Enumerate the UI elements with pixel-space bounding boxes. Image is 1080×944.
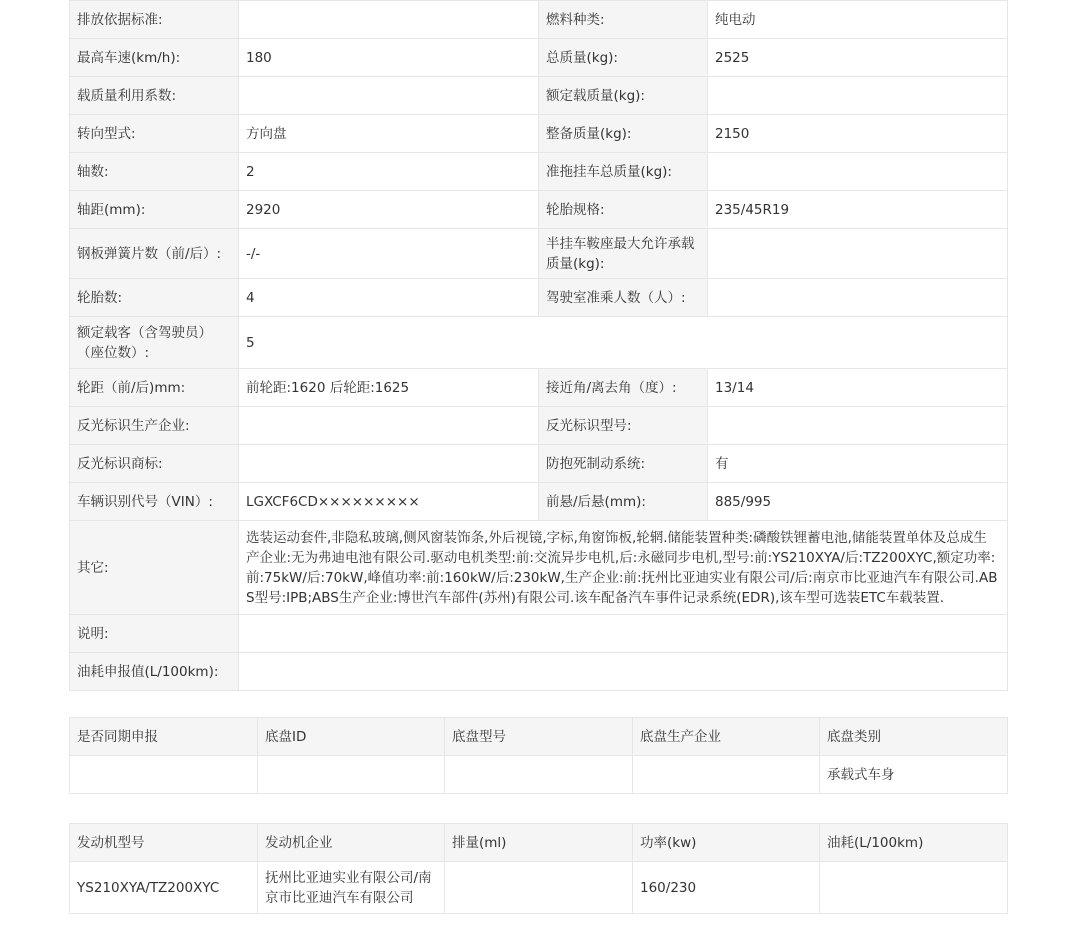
param-label: 车辆识别代号（VIN）:: [70, 483, 239, 521]
param-value: LGXCF6CD×××××××××: [239, 483, 539, 521]
param-label: 说明:: [70, 615, 239, 653]
param-label: 接近角/离去角（度）:: [539, 369, 708, 407]
param-value: 2: [239, 153, 539, 191]
param-value: [239, 615, 1008, 653]
param-label: 整备质量(kg):: [539, 115, 708, 153]
param-label: 轮距（前/后)mm:: [70, 369, 239, 407]
table-row: [70, 279, 1008, 317]
table-row: [70, 115, 1008, 153]
table-header-row: [70, 718, 1008, 756]
table-cell: 承载式车身: [820, 756, 1008, 794]
table-row: [70, 653, 1008, 691]
param-value: [708, 279, 1008, 317]
table-row: [70, 615, 1008, 653]
column-header: 功率(kw): [633, 824, 820, 862]
param-value: 885/995: [708, 483, 1008, 521]
table-row: [70, 756, 1008, 794]
param-value: [239, 653, 1008, 691]
table-row: [70, 39, 1008, 77]
table-cell: [820, 862, 1008, 914]
table-cell: [633, 756, 820, 794]
param-value: -/-: [239, 229, 539, 279]
param-label: 载质量利用系数:: [70, 77, 239, 115]
param-value: [708, 77, 1008, 115]
column-header: 是否同期申报: [70, 718, 258, 756]
column-header: 发动机型号: [70, 824, 258, 862]
param-value: 前轮距:1620 后轮距:1625: [239, 369, 539, 407]
param-value: [708, 229, 1008, 279]
param-label: 转向型式:: [70, 115, 239, 153]
param-label: 轮胎规格:: [539, 191, 708, 229]
param-value: 2525: [708, 39, 1008, 77]
param-label: 半挂车鞍座最大允许承载质量(kg):: [539, 229, 708, 279]
table-row: [70, 521, 1008, 615]
table-row: [70, 369, 1008, 407]
param-value: [239, 1, 539, 39]
engine-table: [69, 823, 1008, 914]
param-value: [239, 77, 539, 115]
param-label: 轮胎数:: [70, 279, 239, 317]
param-label: 油耗申报值(L/100km):: [70, 653, 239, 691]
param-value: 13/14: [708, 369, 1008, 407]
param-label: 其它:: [70, 521, 239, 615]
column-header: 底盘型号: [445, 718, 633, 756]
param-label: 准拖挂车总质量(kg):: [539, 153, 708, 191]
column-header: 排量(ml): [445, 824, 633, 862]
param-label: 反光标识商标:: [70, 445, 239, 483]
param-value: 方向盘: [239, 115, 539, 153]
column-header: 底盘生产企业: [633, 718, 820, 756]
param-label: 钢板弹簧片数（前/后）:: [70, 229, 239, 279]
param-label: 防抱死制动系统:: [539, 445, 708, 483]
table-cell: 抚州比亚迪实业有限公司/南京市比亚迪汽车有限公司: [258, 862, 445, 914]
table-row: [70, 1, 1008, 39]
param-value: 纯电动: [708, 1, 1008, 39]
column-header: 底盘类别: [820, 718, 1008, 756]
param-label: 额定载客（含驾驶员）（座位数）:: [70, 317, 239, 369]
table-cell: [70, 756, 258, 794]
param-label: 反光标识型号:: [539, 407, 708, 445]
param-label: 前悬/后悬(mm):: [539, 483, 708, 521]
param-label: 反光标识生产企业:: [70, 407, 239, 445]
table-row: [70, 317, 1008, 369]
table-cell: [445, 862, 633, 914]
param-value: [239, 445, 539, 483]
vehicle-parameters-table: [69, 0, 1008, 691]
param-label: 轴数:: [70, 153, 239, 191]
table-row: [70, 191, 1008, 229]
param-value: 5: [239, 317, 1008, 369]
param-label: 轴距(mm):: [70, 191, 239, 229]
param-label: 总质量(kg):: [539, 39, 708, 77]
param-label: 燃料种类:: [539, 1, 708, 39]
table-row: [70, 407, 1008, 445]
table-row: [70, 229, 1008, 279]
param-value: 2150: [708, 115, 1008, 153]
column-header: 发动机企业: [258, 824, 445, 862]
table-cell: [445, 756, 633, 794]
param-value: [239, 407, 539, 445]
param-value: 选装运动套件,非隐私玻璃,侧风窗装饰条,外后视镜,字标,角窗饰板,轮辋.储能装置种类:磷酸铁锂蓄电池,储能装置单体及总成生产企业:无为弗迪电池有限公司.驱动电机类型:前:交流异步电机,后:永磁同步电机,型号:前:YS210XYA/后:TZ200XYC,额定功率:前:75kW/后:70kW,峰值功率:前:160kW/后:230kW,生产企业:前:抚州比亚迪实业有限公司/后:南京市比亚迪汽车有限公司.ABS型号:IPB;ABS生产企业:博世汽车部件(苏州)有限公司.该车配备汽车事件记录系统(EDR),该车型可选装ETC车载装置.: [239, 521, 1008, 615]
param-value: [708, 407, 1008, 445]
table-row: [70, 77, 1008, 115]
param-label: 驾驶室准乘人数（人）:: [539, 279, 708, 317]
table-row: [70, 483, 1008, 521]
param-label: 额定载质量(kg):: [539, 77, 708, 115]
table-cell: [258, 756, 445, 794]
param-value: 235/45R19: [708, 191, 1008, 229]
param-value: 4: [239, 279, 539, 317]
param-label: 排放依据标准:: [70, 1, 239, 39]
column-header: 底盘ID: [258, 718, 445, 756]
table-header-row: [70, 824, 1008, 862]
table-row: [70, 153, 1008, 191]
param-value: 有: [708, 445, 1008, 483]
table-row: [70, 862, 1008, 914]
table-cell: 160/230: [633, 862, 820, 914]
chassis-table: [69, 717, 1008, 794]
table-row: [70, 445, 1008, 483]
param-value: [708, 153, 1008, 191]
param-label: 最高车速(km/h):: [70, 39, 239, 77]
param-value: 180: [239, 39, 539, 77]
table-cell: YS210XYA/TZ200XYC: [70, 862, 258, 914]
param-value: 2920: [239, 191, 539, 229]
column-header: 油耗(L/100km): [820, 824, 1008, 862]
